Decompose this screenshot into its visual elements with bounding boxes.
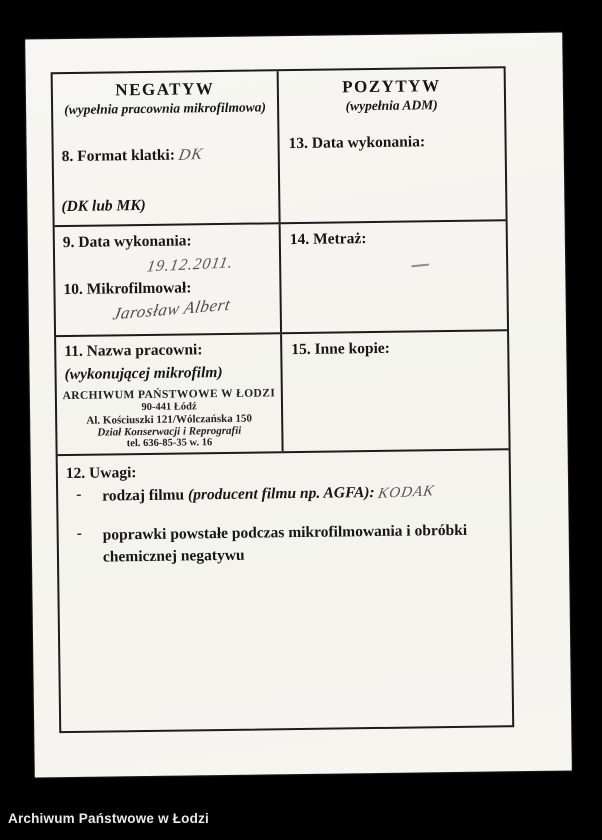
remark-item-1 — [76, 481, 482, 509]
remark-1-handwritten-value: KODAK — [377, 483, 436, 502]
metraz-dash-mark — [411, 263, 429, 267]
remark-1-text — [102, 481, 482, 509]
field-8-handwritten-value: DK — [177, 145, 205, 164]
column-subtitle-pozytyw: (wypełnia ADM) — [345, 97, 438, 114]
remark-2-bullet: - — [76, 524, 82, 542]
metraz-cell — [281, 221, 507, 332]
remark-item-2 — [77, 519, 504, 570]
stamp-line-phone: tel. 636-85-35 w. 16 — [126, 437, 213, 450]
field-11-label: 11. Nazwa pracowni: — [64, 341, 203, 361]
pozytyw-cell — [279, 68, 506, 222]
field-10-signature: Jarosław Albert — [111, 294, 232, 324]
stamp-line-postal-code: 90-441 Łódź — [141, 401, 197, 413]
stamp-line-archive-name: ARCHIWUM PAŃSTWOWE W ŁODZI — [62, 387, 276, 403]
data-wykonania-cell — [55, 224, 282, 335]
nazwa-pracowni-cell — [56, 334, 284, 454]
column-title-negatyw: NEGATYW — [115, 79, 215, 100]
field-8-note: (DK lub MK) — [61, 196, 146, 216]
form-row-4-uwagi — [58, 450, 513, 731]
field-9-handwritten-date: 19.12.2011. — [145, 254, 235, 276]
field-12-label: 12. Uwagi: — [65, 464, 137, 483]
column-title-pozytyw: POZYTYW — [342, 76, 441, 97]
document-page — [25, 33, 572, 778]
remark-1-italic: (producent filmu np. AGFA): — [187, 484, 375, 504]
remark-2-text: poprawki powstałe podczas mikrofilmowania i obróbki chemicznej negatywu — [102, 521, 468, 567]
field-10-label: 10. Mikrofilmował: — [63, 279, 192, 299]
field-13-label: 13. Data wykonania: — [288, 133, 426, 153]
field-15-label: 15. Inne kopie: — [291, 339, 391, 359]
field-14-label: 14. Metraż: — [289, 230, 367, 249]
remark-1-bold: rodzaj filmu — [102, 486, 185, 505]
field-8 — [62, 146, 204, 166]
form-row-3 — [56, 331, 509, 456]
uwagi-cell — [58, 450, 513, 731]
column-subtitle-negatyw: (wypełnia pracownia mikrofilmowa) — [64, 99, 267, 118]
remark-1-bullet: - — [76, 485, 82, 503]
form-row-1 — [53, 68, 506, 227]
field-9-label: 9. Data wykonania: — [62, 232, 192, 252]
field-8-label: 8. Format klatki: — [61, 146, 176, 166]
inne-kopie-cell — [282, 331, 509, 451]
form-row-2 — [55, 221, 507, 337]
stamp-line-address: Al. Kościuszki 121/Wólczańska 150 — [86, 412, 253, 427]
negatyw-cell — [53, 71, 281, 225]
workshop-stamp — [57, 387, 282, 451]
field-11-note: (wykonującej mikrofilm) — [64, 363, 223, 384]
microfilm-form-table — [51, 66, 515, 733]
stamp-line-department: Dział Konserwacji i Reprografii — [97, 424, 242, 439]
footer-caption: Archiwum Państwowe w Łodzi — [8, 811, 209, 826]
